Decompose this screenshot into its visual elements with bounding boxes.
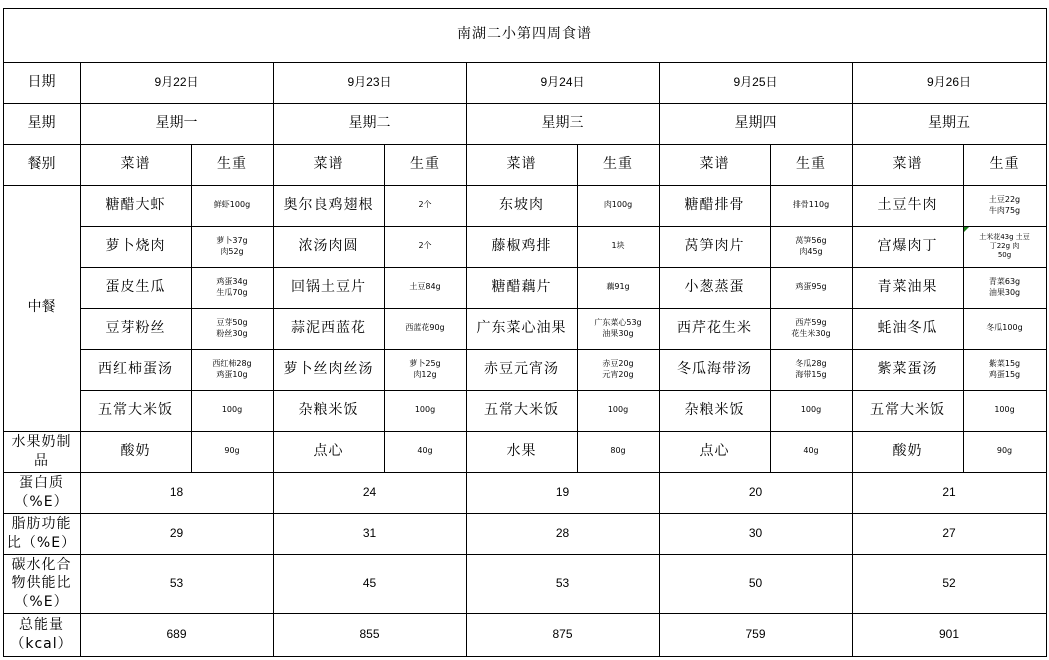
fat-value: 29	[169, 526, 184, 540]
dish-name: 蛋皮生瓜	[105, 278, 166, 295]
dish-weight: 莴笋56g 肉45g	[795, 235, 827, 256]
fruit-dairy-name: 酸奶	[892, 442, 923, 459]
day-date: 9月24日	[540, 75, 585, 89]
row-label-meal-type: 餐别	[27, 155, 56, 172]
protein-value: 24	[362, 485, 377, 499]
col-header-weight: 生重	[603, 155, 633, 172]
dish-name: 广东菜心油果	[476, 319, 567, 336]
dish-name: 藤椒鸡排	[491, 237, 552, 254]
table-border-right	[1046, 8, 1047, 656]
protein-value: 19	[555, 485, 570, 499]
dish-weight: 100g	[414, 405, 436, 415]
dish-weight: 2个	[418, 241, 432, 251]
fat-value: 27	[942, 526, 956, 540]
dish-weight: 冬瓜100g	[986, 323, 1023, 333]
dish-weight: 西芹59g 花生米30g	[791, 317, 831, 338]
fruit-dairy-name: 水果	[506, 442, 537, 459]
dish-weight: 鸡蛋95g	[795, 282, 827, 292]
dish-weight: 青菜63g 油果30g	[988, 276, 1021, 297]
energy-value: 901	[938, 627, 960, 641]
fruit-dairy-weight: 40g	[803, 446, 819, 456]
dish-weight: 100g	[800, 405, 822, 415]
dish-name: 糖醋大虾	[105, 196, 166, 213]
fruit-dairy-weight: 80g	[610, 446, 626, 456]
carb-value: 53	[555, 576, 570, 590]
dish-name: 紫菜蛋汤	[877, 360, 938, 377]
dish-weight: 西蓝花90g	[405, 323, 445, 333]
day-weekday: 星期四	[734, 114, 777, 131]
dish-weight: 萝卜37g 肉52g	[216, 235, 248, 256]
page-title: 南湖二小第四周食谱	[457, 26, 592, 43]
col-header-menu: 菜谱	[892, 155, 923, 172]
dish-name: 土豆牛肉	[877, 196, 938, 213]
row-label-weekday: 星期	[27, 114, 56, 131]
day-weekday: 星期二	[348, 114, 391, 131]
carb-value: 50	[748, 576, 763, 590]
energy-value: 855	[359, 627, 380, 641]
dish-name: 回锅土豆片	[291, 278, 366, 295]
carb-value: 45	[362, 576, 377, 590]
table-border-bottom	[3, 656, 1047, 657]
dish-weight: 紫菜15g 鸡蛋15g	[988, 358, 1021, 379]
day-weekday: 星期三	[541, 114, 584, 131]
dish-weight: 100g	[221, 405, 243, 415]
dish-name: 东坡肉	[499, 196, 544, 213]
row-label-carb: 碳水化合 物供能比 （%E）	[11, 557, 72, 610]
row-label-lunch: 中餐	[27, 299, 56, 316]
dish-weight: 藕91g	[606, 282, 630, 292]
col-header-menu: 菜谱	[120, 155, 151, 172]
dish-name: 糖醋排骨	[684, 196, 745, 213]
col-header-weight: 生重	[796, 155, 826, 172]
dish-weight: 赤豆20g 元宵20g	[602, 358, 634, 379]
day-date: 9月23日	[347, 75, 392, 89]
col-header-weight: 生重	[989, 155, 1020, 172]
fruit-dairy-weight: 90g	[224, 446, 240, 456]
col-header-weight: 生重	[217, 155, 247, 172]
dish-name: 豆芽粉丝	[105, 319, 166, 336]
dish-name: 赤豆元宵汤	[484, 360, 559, 377]
dish-weight: 豆芽50g 粉丝30g	[216, 317, 248, 338]
dish-weight: 土豆22g 牛肉75g	[988, 194, 1021, 215]
day-date: 9月22日	[154, 75, 199, 89]
row-label-energy: 总能量 （kcal）	[10, 617, 73, 652]
day-weekday: 星期一	[155, 114, 198, 131]
energy-value: 759	[745, 627, 766, 641]
dish-weight: 土米花43g 土豆 丁22g 肉 50g	[979, 232, 1030, 260]
day-date: 9月26日	[926, 75, 972, 89]
protein-value: 20	[748, 485, 763, 499]
dish-name: 浓汤肉圆	[298, 237, 359, 254]
energy-value: 689	[166, 627, 187, 641]
fruit-dairy-weight: 40g	[417, 446, 433, 456]
dish-name: 莴笋肉片	[684, 237, 745, 254]
dish-name: 小葱蒸蛋	[684, 278, 745, 295]
dish-name: 糖醋藕片	[491, 278, 552, 295]
dish-name: 西红柿蛋汤	[98, 360, 173, 377]
carb-value: 52	[942, 576, 956, 590]
fruit-dairy-name: 点心	[313, 442, 344, 459]
dish-weight: 100g	[607, 405, 629, 415]
row-label-fruit-dairy: 水果奶制 品	[11, 434, 72, 469]
row-label-date: 日期	[27, 73, 56, 90]
dish-weight: 1块	[611, 241, 625, 251]
fat-value: 30	[748, 526, 763, 540]
dish-weight: 肉100g	[603, 200, 633, 210]
day-weekday: 星期五	[928, 114, 970, 131]
dish-name: 五常大米饭	[484, 401, 559, 418]
dish-name: 西芹花生米	[677, 319, 752, 336]
dish-weight: 鲜虾100g	[213, 200, 251, 210]
dish-name: 萝卜烧肉	[105, 237, 166, 254]
dish-weight: 广东菜心53g 油果30g	[594, 317, 642, 338]
dish-name: 冬瓜海带汤	[677, 360, 752, 377]
protein-value: 18	[169, 485, 184, 499]
dish-name: 五常大米饭	[870, 401, 945, 418]
dish-name: 萝卜丝肉丝汤	[283, 360, 374, 377]
cell-comment-marker	[964, 227, 969, 232]
row-label-protein: 蛋白质 （%E）	[14, 475, 69, 510]
row-label-fat: 脂肪功能 比（%E）	[6, 516, 77, 551]
dish-weight: 土豆84g	[409, 282, 441, 292]
fruit-dairy-weight: 90g	[996, 446, 1013, 456]
fruit-dairy-name: 点心	[699, 442, 730, 459]
col-header-menu: 菜谱	[699, 155, 730, 172]
energy-value: 875	[552, 627, 573, 641]
col-header-menu: 菜谱	[313, 155, 344, 172]
day-date: 9月25日	[733, 75, 778, 89]
fruit-dairy-name: 酸奶	[120, 442, 151, 459]
dish-name: 奥尔良鸡翅根	[283, 196, 374, 213]
col-header-weight: 生重	[410, 155, 440, 172]
col-header-menu: 菜谱	[506, 155, 537, 172]
dish-name: 杂粮米饭	[684, 401, 745, 418]
dish-name: 蒜泥西蓝花	[291, 319, 366, 336]
dish-name: 青菜油果	[877, 278, 938, 295]
protein-value: 21	[942, 485, 956, 499]
fat-value: 31	[362, 526, 377, 540]
dish-weight: 排骨110g	[792, 200, 830, 210]
dish-weight: 萝卜25g 肉12g	[409, 358, 441, 379]
dish-name: 宫爆肉丁	[877, 237, 938, 254]
dish-weight: 鸡蛋34g 生瓜70g	[216, 276, 248, 297]
dish-weight: 西红柿28g 鸡蛋10g	[212, 358, 252, 379]
dish-name: 杂粮米饭	[298, 401, 359, 418]
dish-weight: 100g	[994, 405, 1015, 415]
fat-value: 28	[555, 526, 570, 540]
dish-weight: 冬瓜28g 海带15g	[795, 358, 827, 379]
dish-weight: 2个	[418, 200, 432, 210]
dish-name: 五常大米饭	[98, 401, 173, 418]
dish-name: 蚝油冬瓜	[877, 319, 938, 336]
carb-value: 53	[169, 576, 184, 590]
